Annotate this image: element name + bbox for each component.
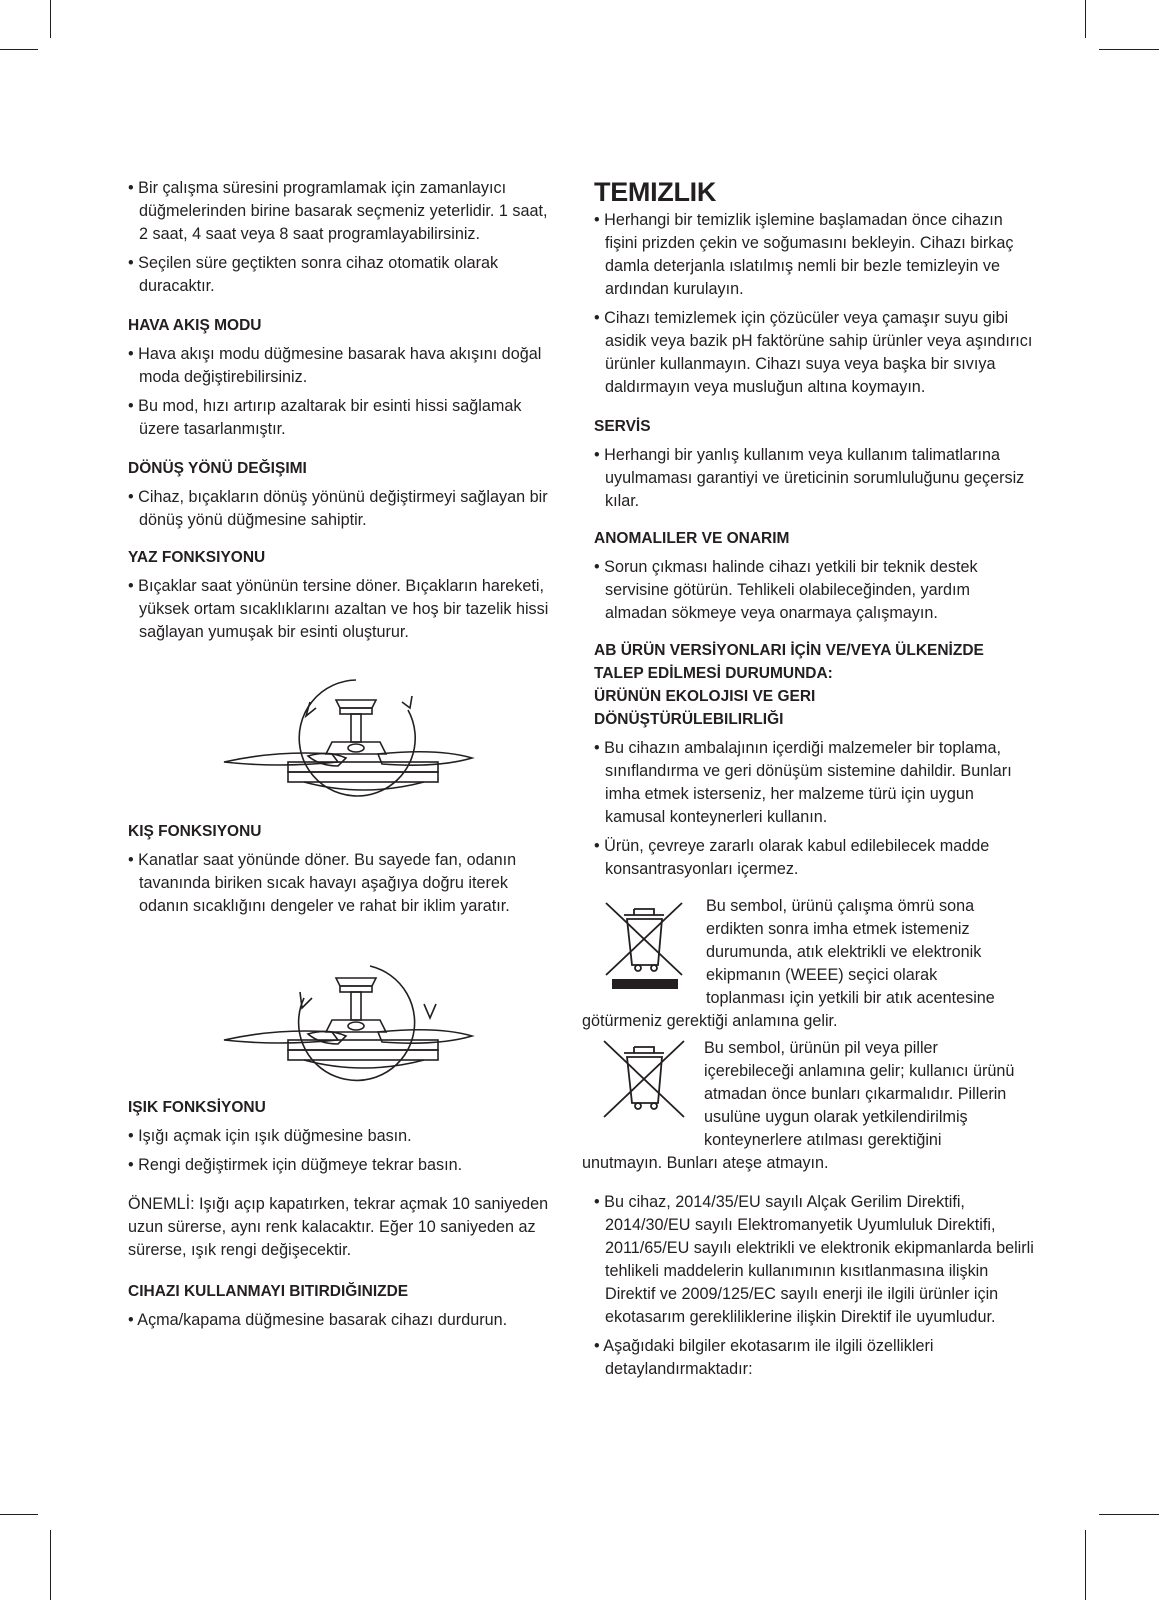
airflow-bullet-1: • Hava akışı modu düğmesine basarak hava akışını doğal moda değiştirebilirsiniz. — [128, 343, 560, 389]
weee-text — [694, 895, 995, 1010]
battery-line: Bu sembol, ürünün pil veya piller — [704, 1039, 938, 1057]
eco-bullet-1: • Bu cihazın ambalajının içerdiği malzemeler bir toplama, sınıflandırma ve geri dönüşüm sistemine dahildir. Bunları imha etmek isterseniz, her malzeme türü için uygun kamusal konteynerleri kullanın. — [594, 737, 1034, 829]
rotation-heading: DÖNÜŞ YÖNÜ DEĞIŞIMI — [128, 460, 307, 477]
service-bullet-1: • Herhangi bir yanlış kullanım veya kullanım talimatlarına uyulmaması garantiyi ve üreticinin sorumluluğunu geçersiz kılar. — [594, 444, 1034, 513]
directive-bullet-1: • Bu cihaz, 2014/35/EU sayılı Alçak Gerilim Direktifi, 2014/30/EU sayılı Elektromanyetik Uyumluluk Direktifi, 2011/65/EU sayılı elektrikli ve elektronik ekipmanlarda belirli tehlikeli maddelerin kullanımının kısıtlanmasına ilişkin Direktif ve 2009/125/EC sayılı enerji ile ilgili ürünler için ekotasarım gerekliliklerine ilişkin Direktif ile uyumludur. — [594, 1191, 1034, 1329]
eco-bullet-2: • Ürün, çevreye zararlı olarak kabul edilebilecek madde konsantrasyonları içermez. — [594, 835, 1034, 881]
battery-text — [694, 1037, 1014, 1152]
summer-heading: YAZ FONKSIYONU — [128, 549, 266, 566]
eco-heading-line: TALEP EDİLMESİ DURUMUNDA: — [594, 665, 833, 682]
weee-block — [594, 895, 1034, 1010]
airflow-heading: HAVA AKIŞ MODU — [128, 317, 262, 334]
light-bullet-1: • Işığı açmak için ışık düğmesine basın. — [128, 1125, 560, 1148]
weee-line: Bu sembol, ürünü çalışma ömrü sona — [706, 897, 975, 915]
battery-bin-icon — [594, 1037, 694, 1127]
battery-tail: unutmayın. Bunları ateşe atmayın. — [582, 1154, 829, 1172]
finish-bullet-1: • Açma/kapama düğmesine basarak cihazı durdurun. — [128, 1309, 560, 1332]
service-heading: SERVİS — [594, 418, 651, 435]
eco-heading-line: ÜRÜNÜN EKOLOJISI VE GERI — [594, 688, 816, 705]
anomalies-bullet-1: • Sorun çıkması halinde cihazı yetkili bir teknik destek servisine götürün. Tehlikeli olabileceğinden, yardım almadan sökmeye veya onarmaya çalışmayın. — [594, 556, 1034, 625]
battery-line: usulüne uygun olarak yetkilendirilmiş — [704, 1108, 968, 1126]
fan-counterclockwise-illustration — [128, 650, 560, 820]
weee-tail: götürmeniz gerektiği anlamına gelir. — [582, 1012, 838, 1030]
left-column — [128, 177, 560, 1338]
cleaning-bullet-2: • Cihazı temizlemek için çözücüler veya çamaşır suyu gibi asidik veya bazik pH faktörüne sahip ürünler veya aşındırıcı ürünler kullanmayın. Cihazı suya veya başka bir sıvıya daldırmayın veya musluğun altına koymayın. — [594, 307, 1034, 399]
winter-heading: KIŞ FONKSIYONU — [128, 823, 262, 840]
airflow-bullet-2: • Bu mod, hızı artırıp azaltarak bir esinti hissi sağlamak üzere tasarlanmıştır. — [128, 395, 560, 441]
anomalies-heading: ANOMALILER VE ONARIM — [594, 530, 790, 547]
crop-mark — [1099, 49, 1159, 50]
light-bullet-2: • Rengi değiştirmek için düğmeye tekrar basın. — [128, 1154, 560, 1177]
directive-bullet-2: • Aşağıdaki bilgiler ekotasarım ile ilgili özellikleri detaylandırmaktadır: — [594, 1335, 1034, 1381]
light-heading: IŞIK FONKSİYONU — [128, 1099, 266, 1116]
crop-mark — [1085, 1530, 1086, 1600]
rotation-bullet-1: • Cihaz, bıçakların dönüş yönünü değiştirmeyi sağlayan bir dönüş yönü düğmesine sahiptir. — [128, 486, 560, 532]
crop-mark — [1085, 0, 1086, 38]
crop-mark — [1099, 1514, 1159, 1515]
weee-line: erdikten sonra imha etmek istemeniz — [706, 920, 970, 938]
eco-heading-line: DÖNÜŞTÜRÜLEBILIRLIĞI — [594, 711, 784, 728]
crop-mark — [0, 1514, 38, 1515]
weee-line: toplanması için yetkili bir atık acentesine — [706, 989, 995, 1007]
weee-line: ekipmanın (WEEE) seçici olarak — [706, 966, 938, 984]
battery-block — [594, 1037, 1034, 1152]
battery-line: içerebileceği anlamına gelir; kullanıcı ürünü — [704, 1062, 1015, 1080]
crop-mark — [0, 49, 38, 50]
weee-line: durumunda, atık elektrikli ve elektronik — [706, 943, 982, 961]
summer-bullet-1: • Bıçaklar saat yönünün tersine döner. Bıçakların hareketi, yüksek ortam sıcaklıklarını azaltan ve hoş bir tazelik hissi sağlayan yumuşak bir esinti oluşturur. — [128, 575, 560, 644]
battery-line: konteynerlere atılması gerektiğini — [704, 1131, 942, 1149]
fan-clockwise-illustration — [128, 926, 560, 1096]
crop-mark — [50, 1530, 51, 1600]
cleaning-heading: TEMIZLIK — [594, 177, 717, 207]
winter-bullet-1: • Kanatlar saat yönünde döner. Bu sayede fan, odanın tavanında biriken sıcak havayı aşağıya doğru iterek odanın sıcaklığını dengeler ve rahat bir iklim yaratır. — [128, 849, 560, 918]
finish-heading: CIHAZI KULLANMAYI BITIRDIĞINIZDE — [128, 1283, 409, 1300]
timer-bullet-2: • Seçilen süre geçtikten sonra cihaz otomatik olarak duracaktır. — [128, 252, 560, 298]
cleaning-bullet-1: • Herhangi bir temizlik işlemine başlamadan önce cihazın fişini prizden çekin ve soğumasını bekleyin. Cihazı birkaç damla deterjanla ıslatılmış nemli bir bezle temizleyin ve ardından kurulayın. — [594, 209, 1034, 301]
timer-bullet-1: • Bir çalışma süresini programlamak için zamanlayıcı düğmelerinden birine basarak seçmeniz yeterlidir. 1 saat, 2 saat, 4 saat veya 8 saat programlayabilirsiniz. — [128, 177, 560, 246]
crop-mark — [50, 0, 51, 38]
crossed-bin-icon — [594, 895, 694, 995]
eco-heading-line: AB ÜRÜN VERSİYONLARI İÇİN VE/VEYA ÜLKENİZDE — [594, 642, 984, 659]
eco-heading — [594, 639, 1034, 731]
right-column — [582, 177, 1034, 1387]
battery-line: atmadan önce bunları çıkarmalıdır. Pillerin — [704, 1085, 1007, 1103]
important-note: ÖNEMLİ: Işığı açıp kapatırken, tekrar açmak 10 saniyeden uzun sürerse, aynı renk kalacaktır. Eğer 10 saniyeden az sürerse, ışık rengi değişecektir. — [128, 1195, 549, 1259]
